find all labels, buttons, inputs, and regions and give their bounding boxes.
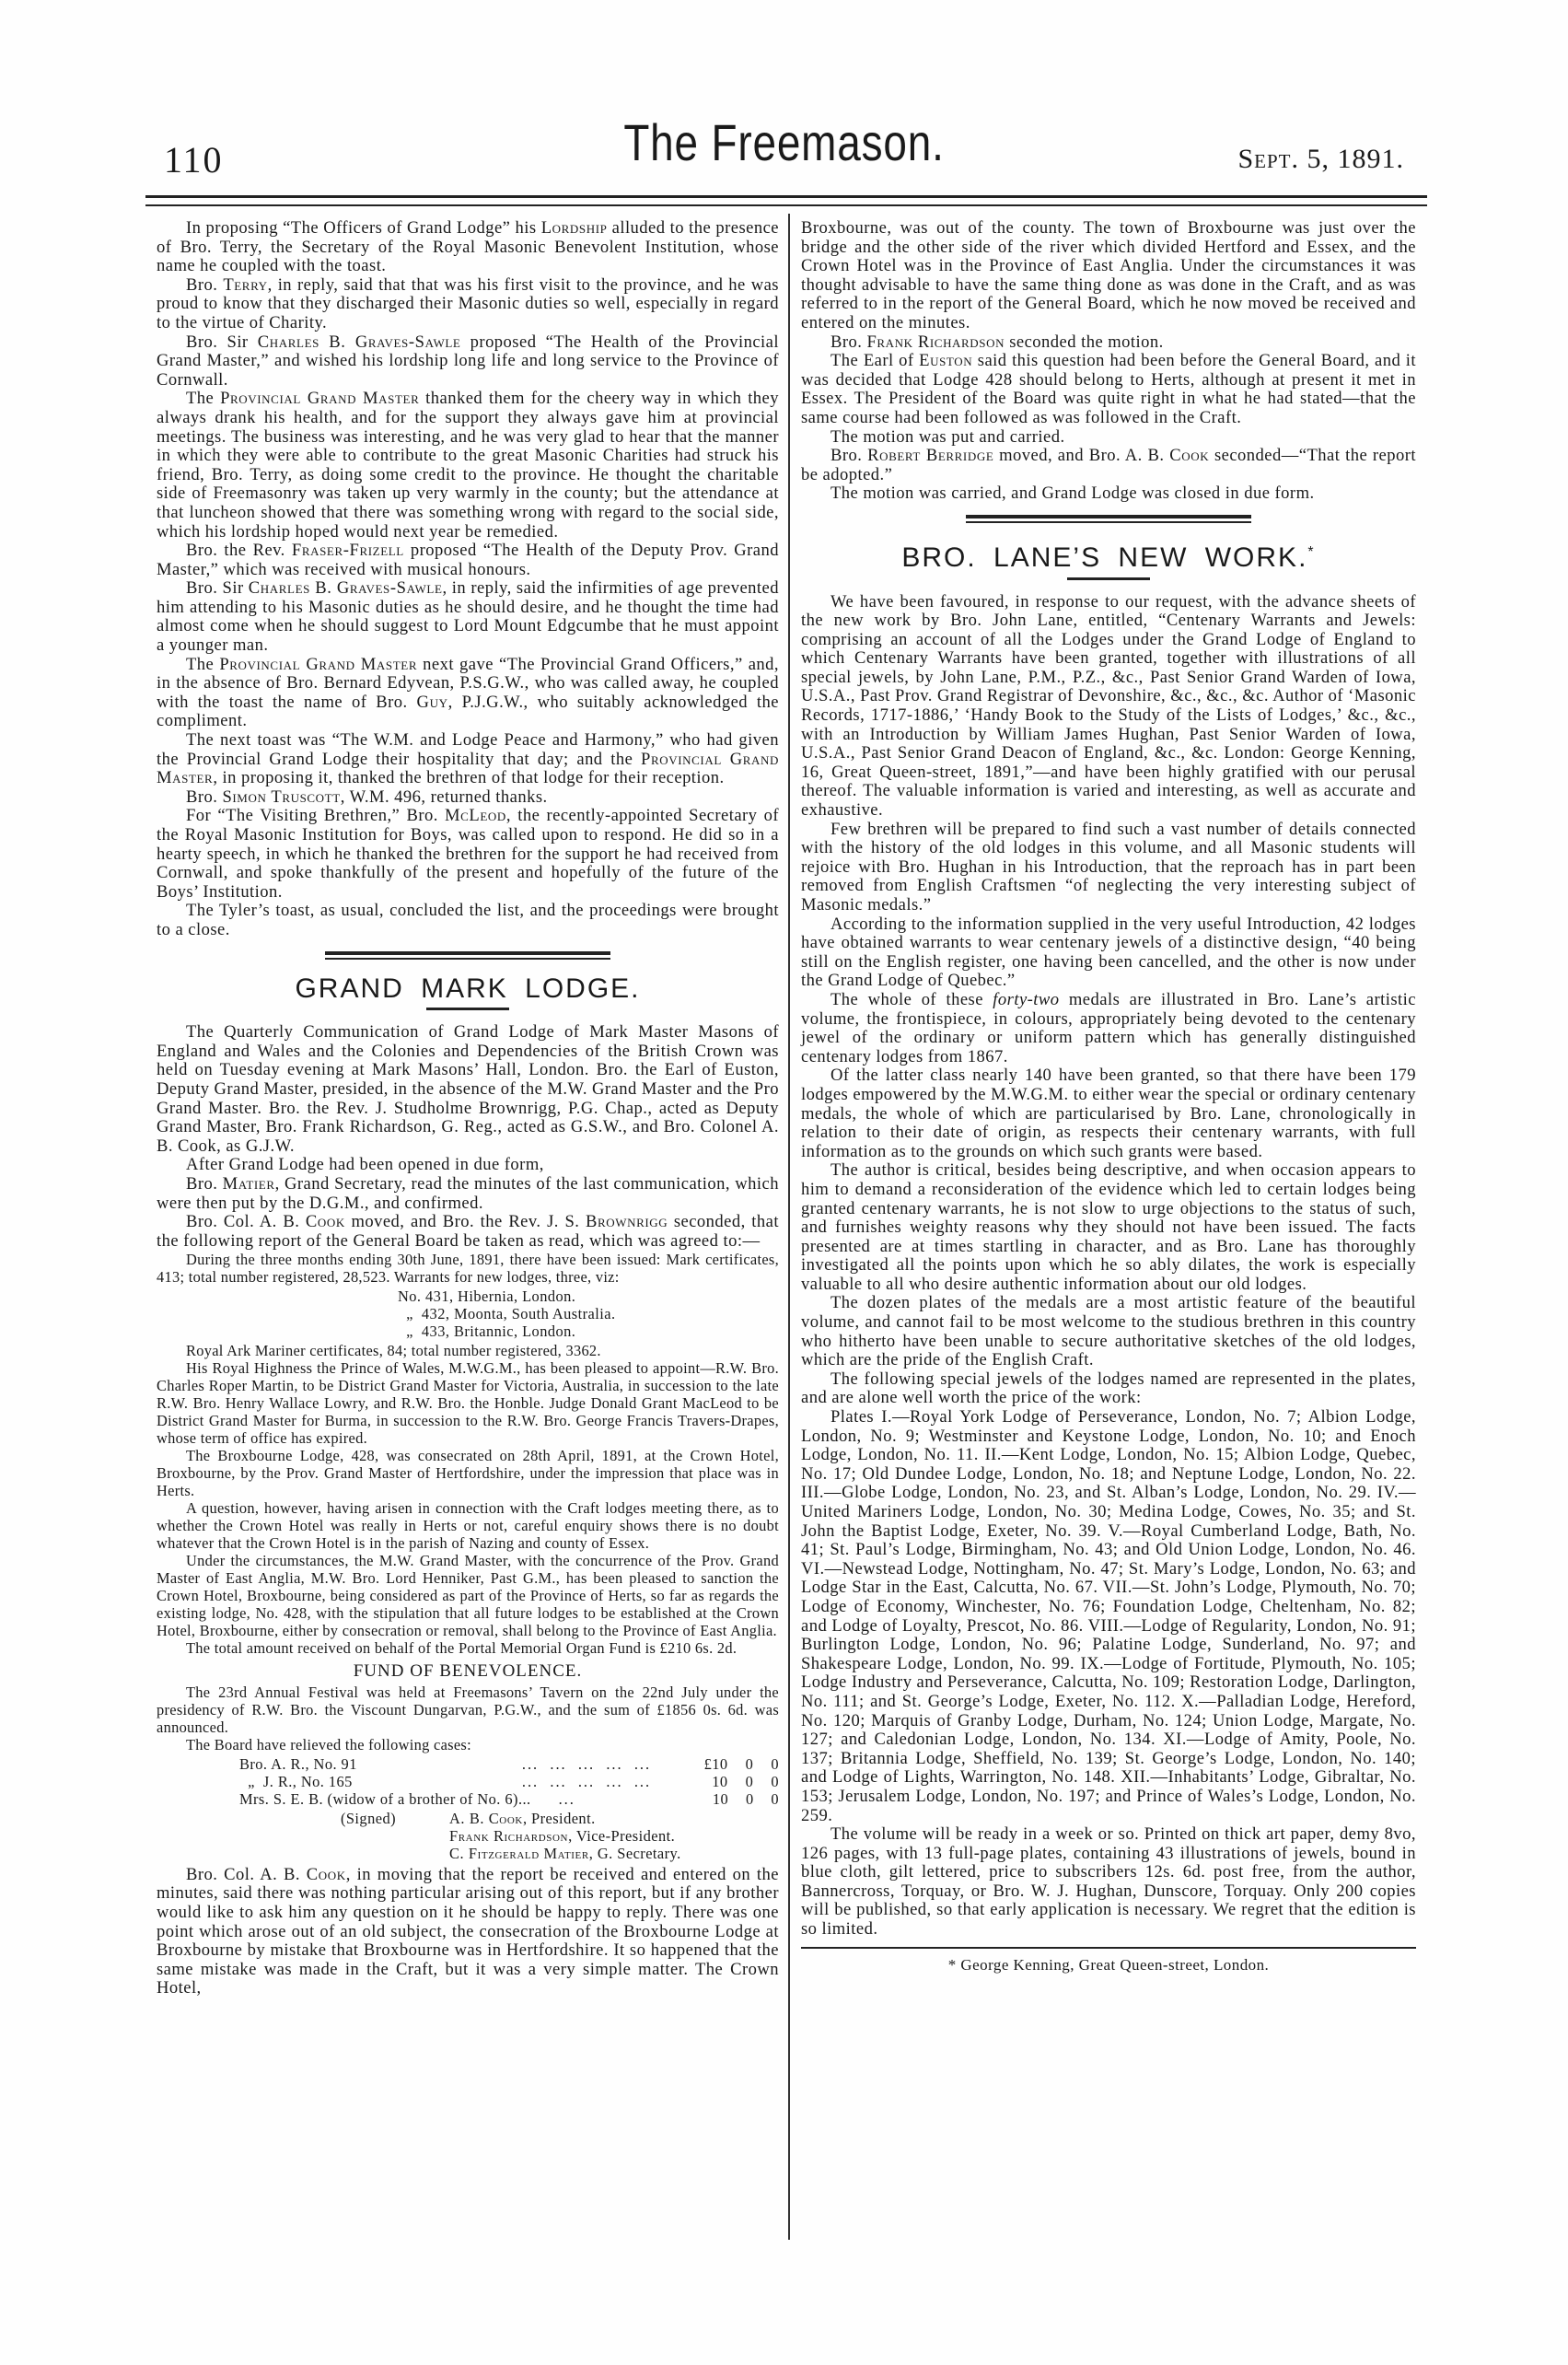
paragraph: The Earl of Euston said this question had been before the General Board, and it was decided that Lodge 428 should belong to Herts, although at present it met in Essex. The President of the Board was quite right in what he had stated—that the same course had been followed as was followed in the Craft. [801,351,1416,427]
report-paragraph: A question, however, having arisen in connection with the Craft lodges meeting there, as to whether the Crown Hotel was really in Herts or not, careful enquiry shows there is no doubt whatever that the Crown Hotel is in the parish of Nazing and county of Essex. [157,1499,779,1553]
signed-label: (Signed) [340,1809,396,1827]
footnote-marker: * [1307,543,1316,560]
case-shillings: 0 [745,1754,754,1773]
header-rule [145,195,1427,198]
paragraph: Bro. Sir Charles B. Graves-Sawle proposed “The Health of the Provincial Grand Master,” and wished his lordship long life and long service to the Province of Cornwall. [157,332,779,390]
paragraph: According to the information supplied in the very useful Introduction, 42 lodges have obtained warrants to wear centenary jewels of a distinctive design, “40 being still on the English register, one having been cancelled, and the other is now under the Grand Lodge of Quebec.” [801,914,1416,991]
small-caps-name: McLeod [445,806,506,826]
small-caps-name: Charles B. Graves-Sawle [248,578,443,599]
small-caps-name: Fraser-Frizell [291,541,404,561]
paragraph: Of the latter class nearly 140 have been granted, so that there have been 179 lodges empowered by the M.W.G.M. to either wear the special or ordinary centenary medals, the whole of which are particularised by Bro. Lane, chronologically in relation to their date of origin, as respects their centenary warrants, with full information as to the grounds on which such grants were based. [801,1066,1416,1161]
paragraph: Bro. Robert Berridge moved, and Bro. A. B. Cook seconded—“That the report be adopted.” [801,446,1417,484]
paragraph: The volume will be ready in a week or so. Printed on thick art paper, demy 8vo, 126 pages, with 13 full-page plates, containing 43 illustrations of jewels, bound in blue cloth, gilt lettered, price to subscribers 12s. 6d. post free, from the author, Bannercross, Torquay, or Bro. W. J. Hughan, Dunscore, Torquay. Only 200 copies will be published, so that early application is necessary. We regret that the edition is so limited. [801,1824,1416,1940]
paragraph: The motion was carried, and Grand Lodge was closed in due form. [830,483,1315,504]
small-caps-name: A. B. Cook [449,1809,523,1827]
paragraph: Bro. Sir Charles B. Graves-Sawle, in reply, said the infirmities of age prevented him attending to his Masonic duties as he should desire, and he thought the time had almost come when he should suggest to Lord Mount Edgcumbe that he must appoint a younger man. [157,578,779,656]
paragraph: The Quarterly Communication of Grand Lodge of Mark Master Masons of England and Wales and the Colonies and Dependencies of the British Crown was held on Tuesday evening at Mark Masons’ Hall, London. Bro. the Earl of Euston, Deputy Grand Master, presided, in the absence of the M.W. Grand Master and the Pro Grand Master. Bro. the Rev. J. Studholme Brownrigg, P.G. Chap., acted as Deputy Grand Master, Bro. Frank Richardson, G. Reg., acted as G.S.W., and Bro. Colonel A. B. Cook, as G.J.W. [157,1022,779,1156]
heading-double-rule [966,515,1251,523]
paragraph: Bro. Frank Richardson seconded the motion. [830,332,1164,352]
paragraph: In proposing “The Officers of Grand Lodge” his Lordship alluded to the presence of Bro. Terry, the Secretary of the Royal Masonic Benevolent Institution, whose name he coupled with the toast. [157,218,779,276]
paragraph: Bro. Simon Truscott, W.M. 496, returned thanks. [186,786,548,807]
column-divider [788,214,790,2240]
case-pounds: 10 [712,1789,729,1808]
signatory-list [449,1810,681,1862]
paragraph: Plates I.—Royal York Lodge of Perseverance, London, No. 7; Albion Lodge, London, No. 9; Westminster and Keystone Lodge, London, No. 10; and Enoch Lodge, London, No. 11. II.—Kent Lodge, London, No. 15; Albion Lodge, Quebec, No. 17; Old Dundee Lodge, London, No. 18; and Neptune Lodge, London, No. 22. III.—Globe Lodge, London, No. 23, and St. Alban’s Lodge, London, No. 29. IV.—United Mariners Lodge, London, No. 30; Medina Lodge, Cowes, No. 35; and St. John the Baptist Lodge, Exeter, No. 39. V.—Royal Cumberland Lodge, Bath, No. 41; St. Paul’s Lodge, Birmingham, No. 43; and Old Union Lodge, London, No. 46. VI.—Newstead Lodge, Nottingham, No. 47; St. Mary’s Lodge, London, No. 63; and Lodge Star in the East, Calcutta, No. 67. VII.—St. John’s Lodge, Plymouth, No. 70; Lodge of Economy, Winchester, No. 76; Foundation Lodge, Cheltenham, No. 82; and Lodge of Loyalty, Prescot, No. 86. VIII.—Lodge of Regularity, London, No. 91; Burlington Lodge, London, No. 96; Palatine Lodge, Sunderland, No. 97; and Shakespeare Lodge, London, No. 99. IX.—Lodge of Fortitude, Plymouth, No. 105; Lodge Industry and Perseverance, Calcutta, No. 109; Restoration Lodge, Darlington, No. 111; and St. George’s Lodge, Exeter, No. 112. X.—Palladian Lodge, Hereford, No. 120; Marquis of Granby Lodge, Durham, No. 124; Union Lodge, Margate, No. 127; and Caledonian Lodge, London, No. 134. XI.—Lodge of Amity, Poole, No. 137; Britannia Lodge, Sheffield, No. 139; St. George’s Lodge, London, No. 140; and Lodge of Lights, Warrington, No. 148. XII.—Inhabitants’ Lodge, Gibraltar, No. 153; Jerusalem Lodge, London, No. 197; and Prince of Wales’s Lodge, London, No. 259. [801,1407,1416,1825]
section-heading-block [801,515,1416,580]
report-paragraph: Royal Ark Mariner certificates, 84; total number registered, 3362. [186,1342,601,1360]
section-heading-text: GRAND MARK LODGE. [295,973,641,1004]
report-paragraph: The Broxbourne Lodge, 428, was consecrated on 28th April, 1891, at the Crown Hotel, Broxbourne, by the Prov. Grand Master of Hertfordshire, under the impression that place was in Herts. [157,1447,779,1500]
paragraph: Broxbourne, was out of the county. The town of Broxbourne was just over the bridge and the other side of the river which divided Hertford and Essex, and the Crown Hotel was in the Province of East Anglia. Under the circumstances it was thought advisable to have the same thing done as was done in the Craft, and as was referred to in the report of the General Board, which he now moved be received and entered on the minutes. [801,218,1416,332]
report-paragraph: During the three months ending 30th June, 1891, there have been issued: Mark certificates, 413; total number registered, 28,523. Warrants for new lodges, three, viz: [157,1251,779,1287]
paragraph: Few brethren will be prepared to find such a vast number of details connected with the history of the old lodges in this volume, and all Masonic students will rejoice with Bro. Hughan in his Introduction, that the reproach has in part been removed from English Craftsmen “of neglecting the very interesting subject of Masonic medals.” [801,819,1416,915]
relief-case-row [157,1773,779,1790]
section-heading-block [157,951,779,1011]
paragraph: Bro. Terry, in reply, said that that was his first visit to the province, and he was proud to know that they discharged their Masonic duties so well, especially in regard to the virtue of Charity. [157,274,779,332]
paragraph: The Tyler’s toast, as usual, concluded the list, and the proceedings were brought to a close. [157,901,779,939]
paragraph: The motion was put and carried. [830,426,1065,447]
case-label: Bro. A. R., No. 91 [239,1754,357,1773]
small-caps-name: Terry [223,274,268,295]
case-leader-dots: ... ... ... ... ... [521,1772,652,1790]
small-caps-name: Robert Berridge [867,446,994,466]
case-pounds: 10 [712,1772,728,1790]
subheading: FUND OF BENEVOLENCE. [353,1661,583,1682]
page-number: 110 [164,139,224,181]
paragraph: Bro. Col. A. B. Cook, in moving that the report be received and entered on the minutes, said there was nothing particular arising out of this report, but if any brother would like to ask him any question on it he should be happy to reply. There was one point which arose out of an old subject, the consecration of the Broxbourne Lodge at Broxbourne by mistake that Broxbourne was in Hertfordshire. It so happened that the same mistake was made in the Craft, but it was a very simple matter. The Crown Hotel, [157,1864,779,1998]
section-heading-text: BRO. LANE’S NEW WORK. [901,542,1308,573]
small-caps-name: Cook [1169,446,1210,466]
relief-case-row [157,1790,779,1808]
signatures [157,1810,779,1862]
paragraph: The dozen plates of the medals are a most artistic feature of the beautiful volume, and cannot fail to be most welcome to the studious brethren in this country who hitherto have been unable to secure authoritative sketches of the old lodges, which are the pride of the English Craft. [801,1293,1416,1370]
small-caps-name: Provincial Grand Master [219,654,418,674]
small-caps-name: Cook [305,1212,345,1232]
case-pence: 0 [771,1789,779,1808]
heading-short-rule [426,1008,509,1010]
paragraph: The whole of these forty-two medals are illustrated in Bro. Lane’s artistic volume, the frontispiece, in colours, appropriately being devoted to the centenary jewel of the ordinary or uniform pattern which has generally distinguished centenary lodges from 1867. [801,989,1416,1066]
small-caps-name: Cook [306,1864,346,1884]
small-caps-name: Brownrigg [585,1212,668,1232]
relief-cases-table [157,1755,779,1808]
paragraph: After Grand Lodge had been opened in due form, [186,1155,544,1175]
paragraph: Bro. the Rev. Fraser-Frizell proposed “The Health of the Deputy Prov. Grand Master,” which was received with musical honours. [157,541,779,579]
case-leader-dots: ... ... ... ... ... [521,1754,652,1773]
masthead-title: The Freemason. [623,113,945,171]
paragraph: The author is critical, besides being descriptive, and when occasion appears to him to demand a reconsideration of the evidence which led to certain lodges being granted centenary warrants, he is not slow to urge objections to the status of such, and furnishes weighty reasons why they should not have been issued. The facts presented are at times startling in character, and as Bro. Lane has thoroughly investigated all the points upon which he so ably dilates, the work is especially valuable to all who desire authentic information about our old lodges. [801,1160,1416,1294]
paragraph: For “The Visiting Brethren,” Bro. McLeod, the recently-appointed Secretary of the Royal Masonic Institution for Boys, was called upon to respond. He did so in a hearty speech, in which he thanked the brethren for the support he had received from Cornwall, and spoke thankfully of the present and hopefully of the future of the Boys’ Institution. [157,806,780,902]
section-heading [801,542,1416,573]
paragraph: Bro. Matier, Grand Secretary, read the minutes of the last communication, which were then put by the D.G.M., and confirmed. [157,1173,779,1213]
paragraph: The following special jewels of the lodges named are represented in the plates, and are alone well worth the price of the work: [801,1369,1416,1408]
report-paragraph: The total amount received on behalf of the Portal Memorial Organ Fund is £210 6s. 2d. [186,1639,738,1658]
issue-date: Sept. 5, 1891. [1237,144,1404,174]
paragraph: Bro. Col. A. B. Cook moved, and Bro. the Rev. J. S. Brownrigg seconded, that the following report of the General Board be taken as read, which was agreed to:— [157,1212,779,1251]
relief-case-row [157,1755,779,1773]
small-caps-name: C. Fitzgerald Matier [449,1844,589,1862]
case-pounds: £10 [703,1754,728,1773]
section-heading [157,973,779,1004]
case-leader-dots: ... [525,1789,575,1808]
small-caps-name: Provincial Grand Master [220,389,420,409]
warrant-item: „ 433, Britannic, London. [398,1322,576,1341]
footnote: * George Kenning, Great Queen-street, London. [947,1955,1270,1974]
case-shillings: 0 [745,1772,754,1790]
report-paragraph: The Board have relieved the following cases: [186,1735,471,1753]
heading-short-rule [1067,577,1150,580]
paragraph: The Provincial Grand Master thanked them for the cheery way in which they always drank his health, and for the support they always gave him at provincial meetings. The business was interesting, and he was very glad to hear that the manner in which they were able to contribute to the great Masonic Charities had struck his friend, Bro. Terry, as doing some credit to the province. He thought the charitable side of Freemasonry was taken up very warmly in the county; but the attendance at that luncheon showed that there was something wrong with regard to the social side, which his lordship hoped would next year be remedied. [157,389,780,542]
case-label: „ J. R., No. 165 [239,1772,353,1790]
case-shillings: 0 [745,1789,754,1808]
signatory: Frank Richardson, Vice-President. [449,1826,676,1845]
small-caps-name: Simon Truscott [222,786,341,807]
warrant-item: „ 432, Moonta, South Australia. [398,1305,616,1323]
signatory: C. Fitzgerald Matier, G. Secretary. [449,1844,681,1862]
header-rule-thin [145,204,1427,206]
report-paragraph: Under the circumstances, the M.W. Grand Master, with the concurrence of the Prov. Grand Master of East Anglia, M.W. Bro. Lord Henniker, Past G.M., has been pleased to sanction the Crown Hotel, Broxbourne, being considered as part of the Province of Herts, so far as regards the existing lodge, No. 428, with the stipulation that all future lodges to be established at the Crown Hotel, Broxbourne, either by consecration or removal, shall belong to the Province of East Anglia. [157,1552,779,1640]
case-pence: 0 [771,1772,779,1790]
report-paragraph: His Royal Highness the Prince of Wales, M.W.G.M., has been pleased to appoint—R.W. Bro. Charles Roper Martin, to be District Grand Master for Victoria, Australia, in succession to the late R.W. Bro. Henry Wallace Lowry, and R.W. Bro. the Honble. Judge Donald Grant MacLeod to be District Grand Master for Burma, in succession to the R.W. Bro. George Francis Travers-Drapes, whose term of office has expired. [157,1359,779,1448]
small-caps-name: Frank Richardson [866,332,1005,352]
small-caps-name: Guy [416,692,448,712]
right-column [801,219,1416,1975]
paragraph: The Provincial Grand Master next gave “The Provincial Grand Officers,” and, in the absence of Bro. Bernard Edyvean, P.S.G.W., who was called away, he coupled with the toast the name of Bro. Guy, P.J.G.W., who suitably acknowledged the compliment. [157,654,780,731]
case-pence: 0 [771,1754,779,1773]
small-caps-name: Frank Richardson [449,1826,569,1845]
signatory: A. B. Cook, President. [449,1809,596,1827]
paragraph: We have been favoured, in response to our request, with the advance sheets of the new work by Bro. John Lane, entitled, “Centenary Warrants and Jewels: comprising an account of all the Lodges under the Grand Lodge of England to which Centenary Warrants have been granted, together with illustrations of all special jewels, by John Lane, P.M., P.Z., &c., Past Senior Grand Warden of Iowa, U.S.A., Past Prov. Grand Registrar of Devonshire, &c., &c., &c. Author of ‘Masonic Records, 1717-1886,’ ‘Handy Book to the Study of the Lists of Lodges,’ &c., &c., with an Introduction by William James Hughan, Past Senior Warden of Iowa, U.S.A., Past Senior Grand Deacon of England, &c., &c. London: George Kenning, 16, Great Queen-street, 1891,”—and have been highly gratified with our perusal thereof. The valuable information is varied and interesting, as well as accurate and exhaustive. [801,591,1416,821]
closing-rule [801,1947,1416,1949]
small-caps-name: Charles B. Graves-Sawle [257,332,461,352]
heading-double-rule [325,951,610,960]
paragraph: The next toast was “The W.M. and Lodge Peace and Harmony,” who had given the Provincial Grand Lodge their hospitality that day; and the Provincial Grand Master, in proposing it, thanked the brethren of that lodge for their reception. [157,730,779,788]
case-label: Mrs. S. E. B. (widow of a brother of No. 6)... [239,1789,531,1808]
italic-text: forty-two [993,989,1060,1009]
left-column [157,219,779,1998]
report-paragraph: The 23rd Annual Festival was held at Freemasons’ Tavern on the 22nd July under the presidency of R.W. Bro. the Viscount Dungarvan, P.G.W., and the sum of £1856 0s. 6d. was announced. [157,1683,779,1736]
small-caps-name: Provincial Grand Master [157,749,779,788]
warrant-item: No. 431, Hibernia, London. [398,1287,576,1306]
small-caps-name: Lordship [540,218,608,238]
small-caps-name: Matier [222,1173,275,1194]
small-caps-name: Euston [919,351,973,371]
warrant-list [398,1287,779,1340]
